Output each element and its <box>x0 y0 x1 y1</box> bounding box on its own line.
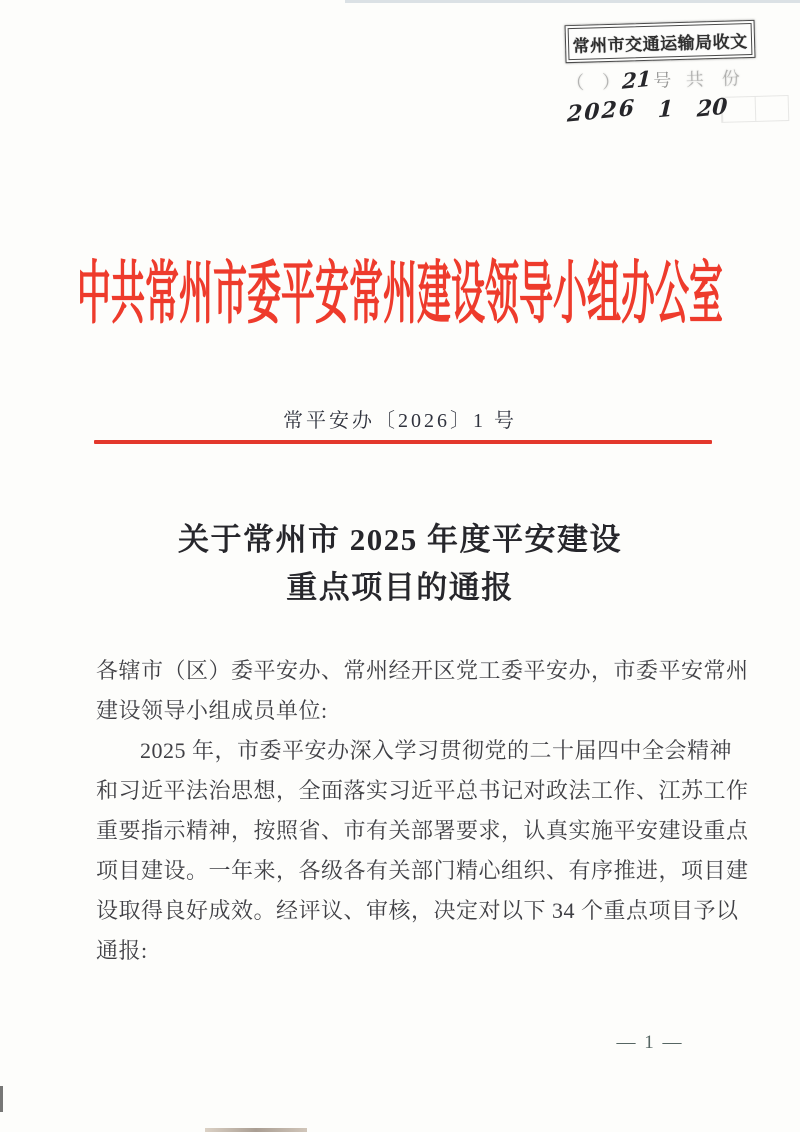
receipt-stamp-border <box>565 20 756 63</box>
receipt-stamp-agency: 常州市交通运输局收文 <box>572 31 748 56</box>
notice-body <box>96 651 749 971</box>
body-line: 建设领导小组成员单位: <box>96 698 328 723</box>
body-line: 2025 年，市委平安办深入学习贯彻党的二十届四中全会精神 <box>140 738 733 763</box>
body-line: 和习近平法治思想，全面落实习近平总书记对政法工作、江苏工作 <box>96 778 749 803</box>
body-line: 项目建设。一年来，各级各有关部门精心组织、有序推进，项目建 <box>96 858 749 883</box>
stamp-number-unit: 号 <box>653 70 672 91</box>
page-number: — 1 — <box>616 1032 684 1053</box>
stamp-ghost-grid <box>721 95 790 123</box>
stamp-date-day: 20 <box>695 93 728 123</box>
body-line: 通报: <box>96 938 148 963</box>
stamp-number-handwritten: 21 <box>621 65 652 94</box>
letterhead-organization: 中共常州市委平安常州建设领导小组办公室 <box>77 258 723 334</box>
body-line: 重要指示精神，按照省、市有关部署要求，认真实施平安建设重点 <box>96 818 749 843</box>
stamp-date-month: 1 <box>657 95 674 124</box>
scan-edge-smudge <box>205 1128 307 1132</box>
receipt-stamp <box>565 19 796 133</box>
stamp-number-suffix: 共 份 <box>685 68 741 90</box>
stamp-date-year: 2026 <box>566 94 637 128</box>
document-number: 常平安办〔2026〕1 号 <box>283 410 517 432</box>
receipt-stamp-date-row <box>567 93 796 133</box>
body-line: 设取得良好成效。经评议、审核，决定对以下 34 个重点项目予以 <box>96 898 739 923</box>
notice-title <box>0 516 800 612</box>
receipt-stamp-number-row <box>566 63 795 97</box>
notice-title-line1: 关于常州市 2025 年度平安建设 <box>178 522 622 557</box>
body-line: 各辖市（区）委平安办、常州经开区党工委平安办，市委平安常州 <box>96 658 749 683</box>
notice-title-line2: 重点项目的通报 <box>286 570 514 605</box>
red-separator-line <box>94 440 712 444</box>
scan-edge-mark <box>0 1086 3 1112</box>
stamp-number-prefix: （ ） <box>565 71 621 94</box>
scan-edge-top <box>345 0 800 3</box>
